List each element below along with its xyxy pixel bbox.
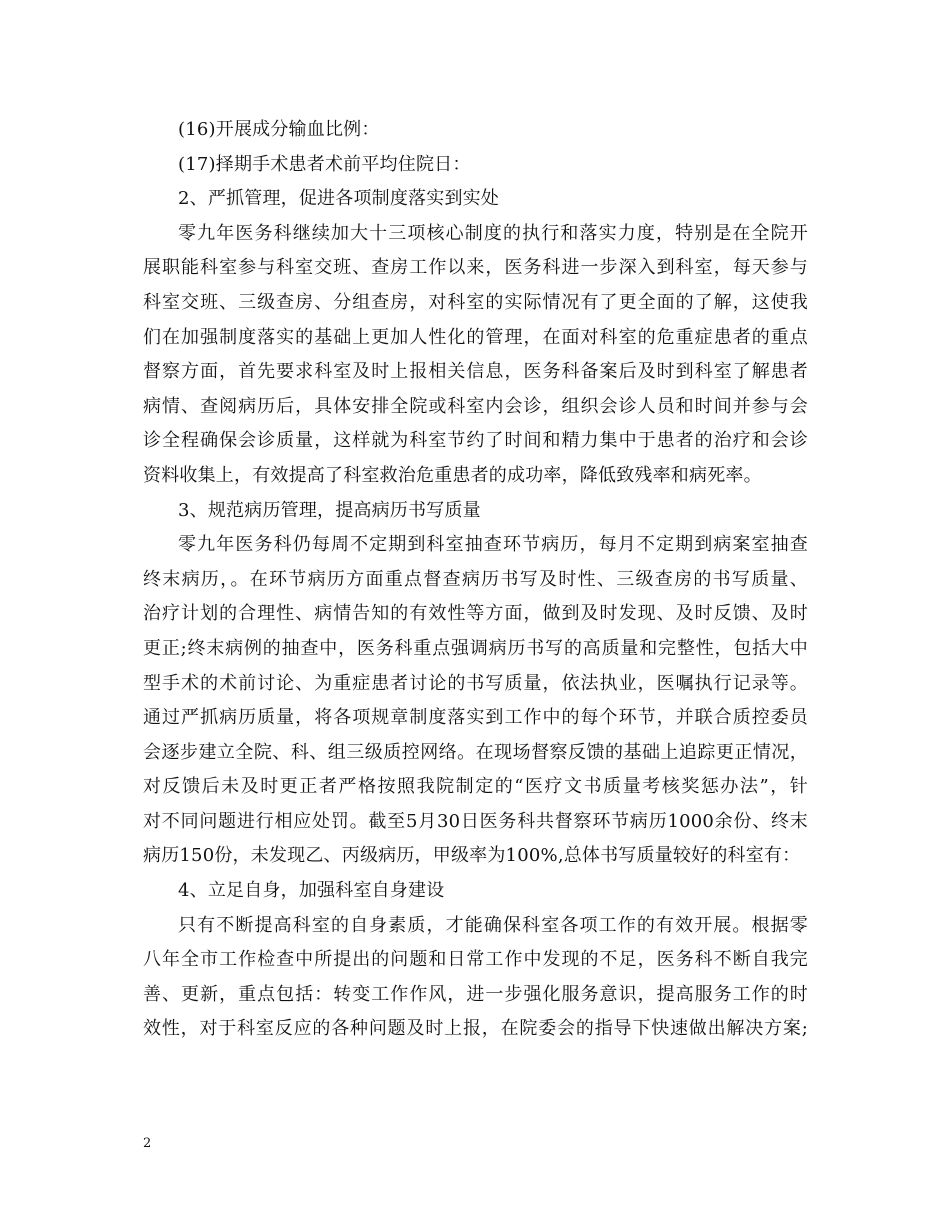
text-line: 终末病历，。在环节病历方面重点督查病历书写及时性、三级查房的书写质量、	[143, 568, 808, 590]
text-line: 零九年医务科继续加大十三项核心制度的执行和落实力度，特别是在全院开	[178, 222, 808, 244]
text-line: (17)择期手术患者术前平均住院日：	[178, 153, 471, 175]
text-line: 效性，对于科室反应的各种问题及时上报，在院委会的指导下快速做出解决方案;	[143, 1018, 808, 1040]
text-line: 科室交班、三级查房、分组查房，对科室的实际情况有了更全面的了解，这使我	[143, 291, 808, 313]
text-line: 更正;终末病例的抽查中，医务科重点强调病历书写的高质量和完整性，包括大中	[143, 637, 808, 659]
text-line: 零九年医务科仍每周不定期到科室抽查环节病历，每月不定期到病案室抽查	[178, 534, 808, 556]
text-line: (16)开展成分输血比例：	[178, 119, 380, 140]
text-line: 病情、查阅病历后，具体安排全院或科室内会诊，组织会诊人员和时间并参与会	[143, 395, 808, 417]
text-line: 对不同问题进行相应处罚。截至5月30日医务科共督察环节病历1000余份、终末	[143, 810, 808, 832]
text-line: 会逐步建立全院、科、组三级质控网络。在现场督察反馈的基础上追踪更正情况，	[143, 741, 808, 763]
page-number: 2	[143, 1136, 152, 1151]
text-line: 善、更新，重点包括：转变工作作风，进一步强化服务意识，提高服务工作的时	[143, 983, 808, 1005]
text-line: 对反馈后未及时更正者严格按照我院制定的“医疗文书质量考核奖惩办法”，针	[143, 776, 808, 798]
text-line: 通过严抓病历质量，将各项规章制度落实到工作中的每个环节，并联合质控委员	[143, 707, 808, 729]
text-line: 型手术的术前讨论、为重症患者讨论的书写质量，依法执业，医嘱执行记录等。	[143, 672, 808, 694]
text-line: 治疗计划的合理性、病情告知的有效性等方面，做到及时发现、及时反馈、及时	[143, 603, 808, 625]
document-body	[143, 113, 808, 1047]
text-line: 只有不断提高科室的自身素质，才能确保科室各项工作的有效开展。根据零	[178, 914, 808, 936]
text-line: 3、规范病历管理，提高病历书写质量	[178, 499, 481, 521]
text-line: 资料收集上，有效提高了科室救治危重患者的成功率，降低致残率和病死率。	[143, 464, 762, 486]
text-line: 们在加强制度落实的基础上更加人性化的管理，在面对科室的危重症患者的重点	[143, 326, 808, 348]
text-line: 2、严抓管理，促进各项制度落实到实处	[178, 188, 500, 210]
text-line: 诊全程确保会诊质量，这样就为科室节约了时间和精力集中于患者的治疗和会诊	[143, 430, 808, 452]
text-line: 展职能科室参与科室交班、查房工作以来，医务科进一步深入到科室，每天参与	[143, 257, 808, 279]
text-line: 督察方面，首先要求科室及时上报相关信息，医务科备案后及时到科室了解患者	[143, 361, 808, 383]
text-line: 病历150份，未发现乙、丙级病历，甲级率为100%,总体书写质量较好的科室有：	[143, 845, 801, 867]
text-line: 4、立足自身，加强科室自身建设	[178, 880, 445, 902]
text-line: 八年全市工作检查中所提出的问题和日常工作中发现的不足，医务科不断自我完	[143, 949, 808, 971]
